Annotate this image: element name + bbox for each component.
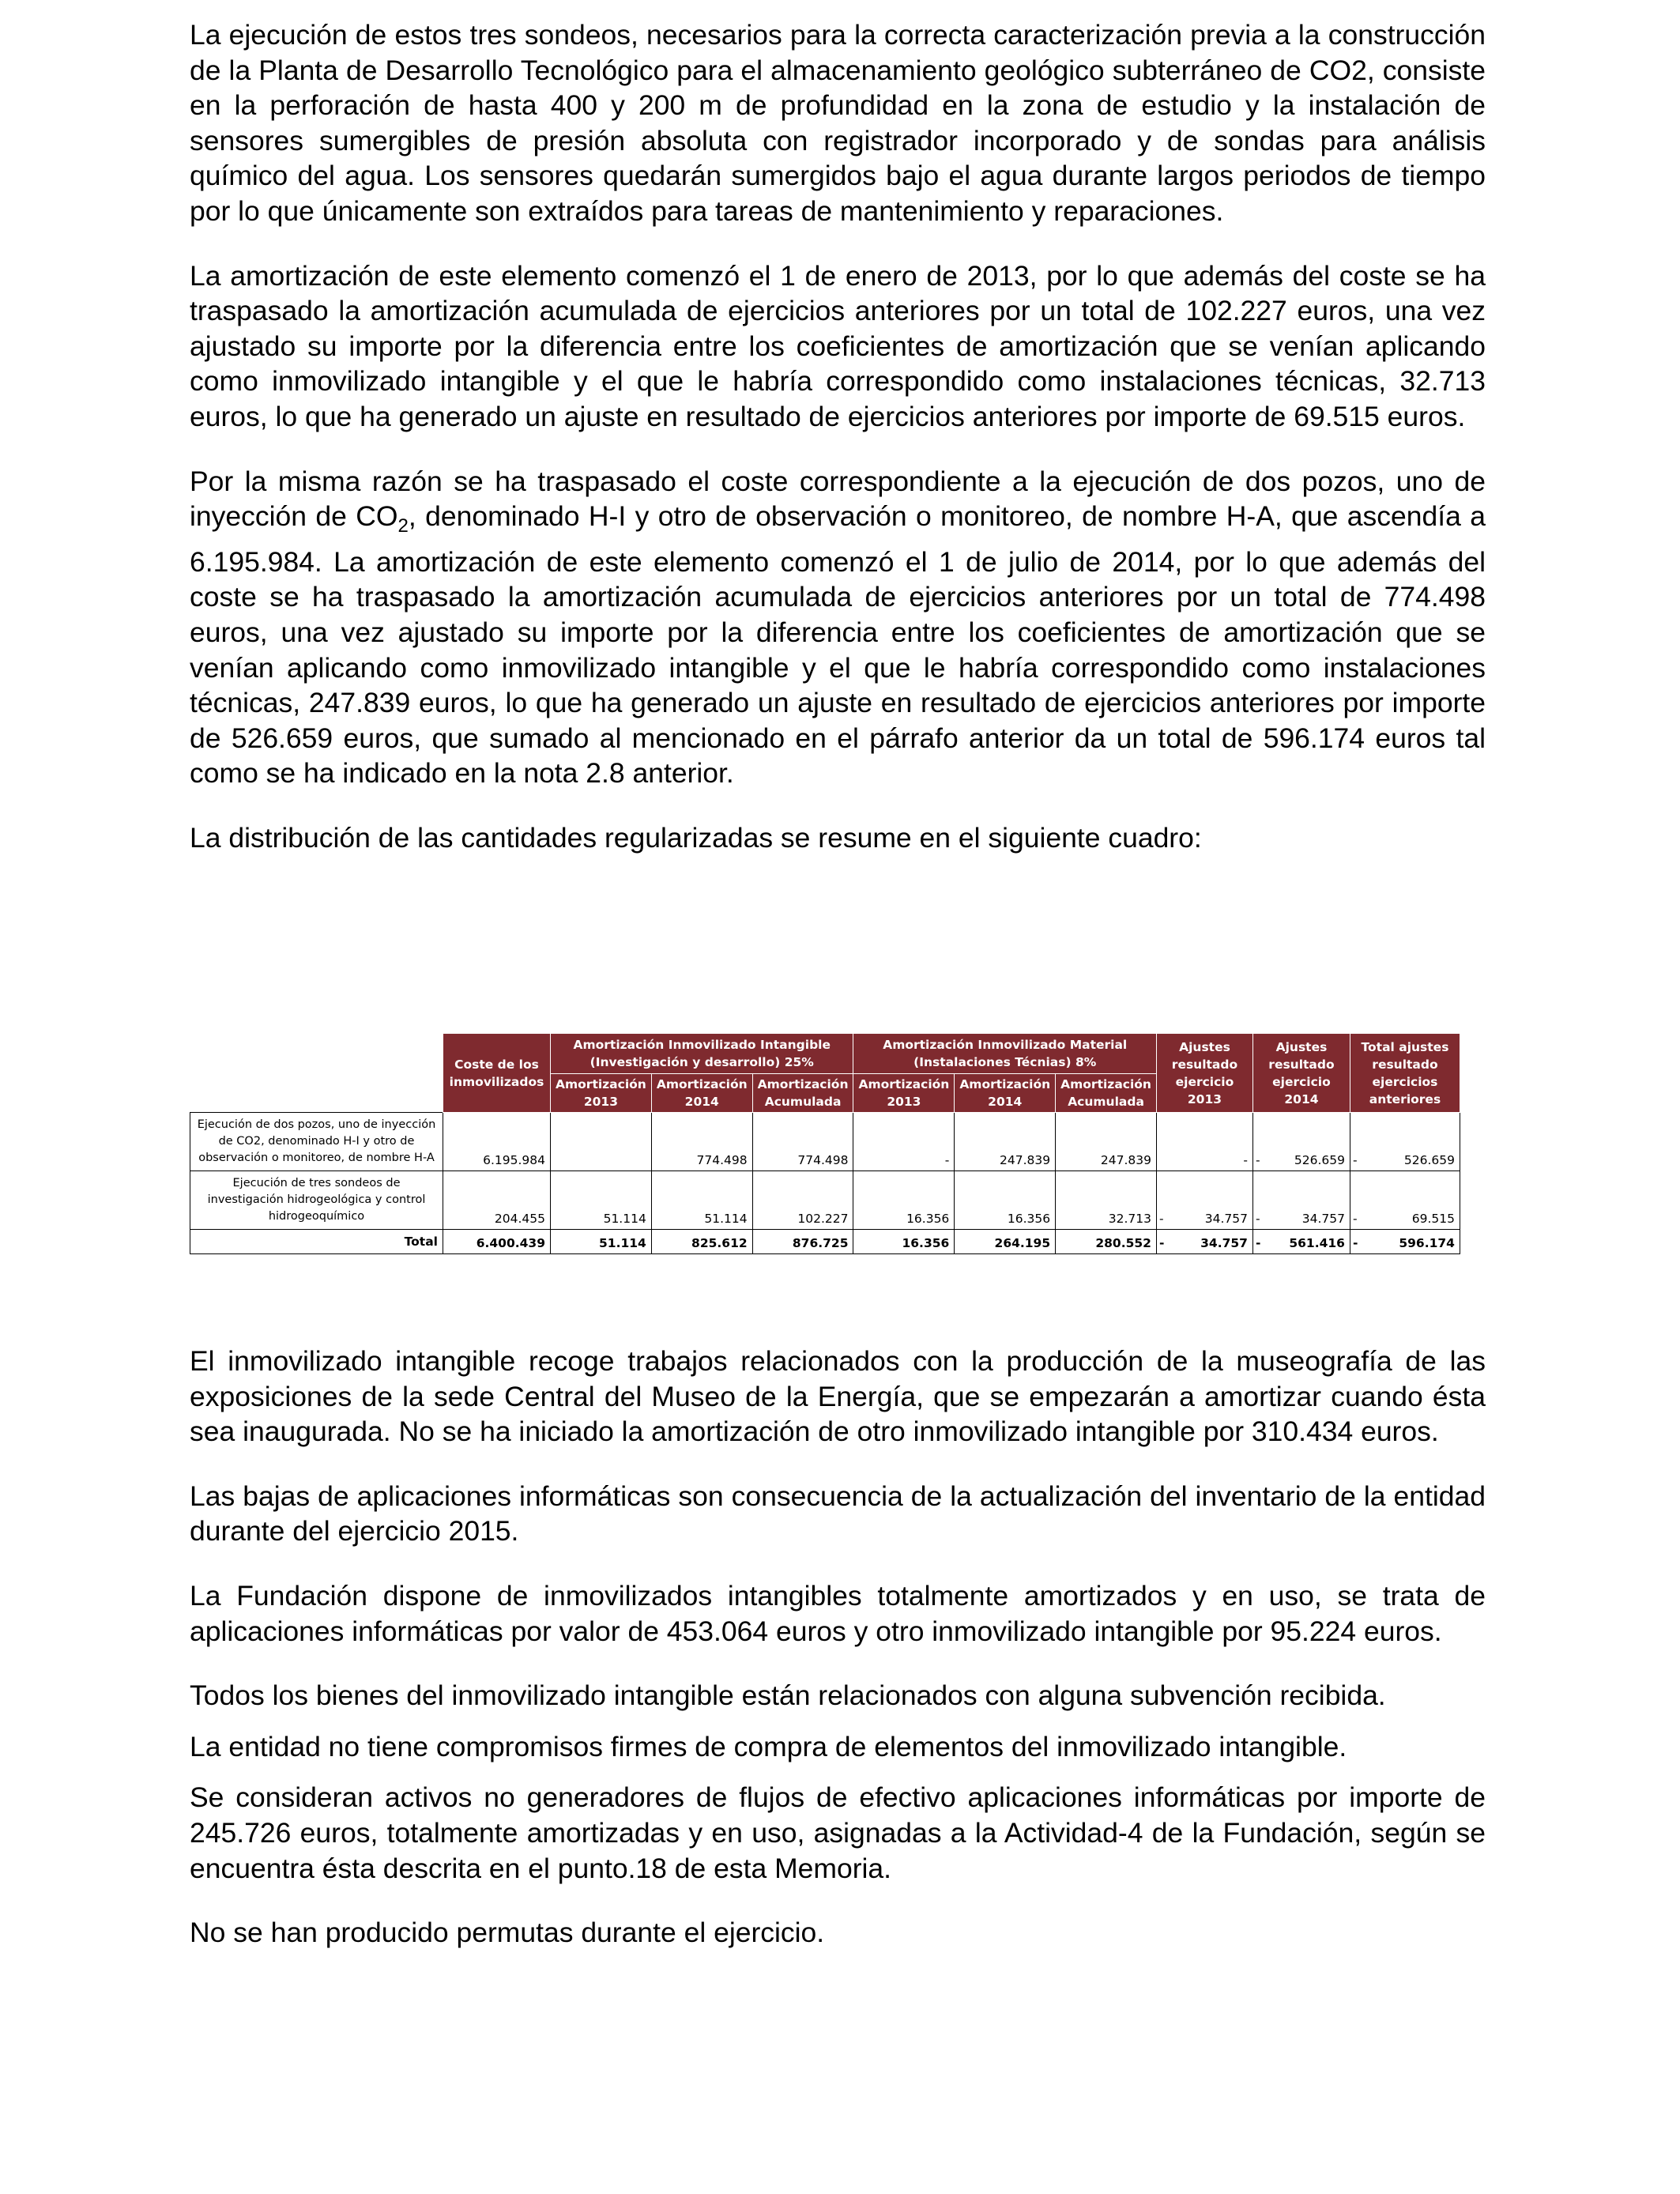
cell-mat-acum: 247.839	[1056, 1113, 1157, 1171]
total-aj-2014	[1252, 1230, 1350, 1254]
negative-marker: -	[1352, 1212, 1358, 1226]
cell-coste: 204.455	[443, 1171, 551, 1230]
cell-int-2013	[551, 1113, 652, 1171]
paragraph-pozos-part2: , denominado H-I y otro de observación o monitoreo, de nombre H-A, que ascendía a 6.195.984. La amortización de este elemento comenzó el 1 de julio de 2014, por lo que además del coste se ha traspasado la amortización acumulada de ejercicios anteriores por un total de 774.498 euros, una vez ajustado su importe por la diferencia entre los coeficientes de amortización que se venían aplicando como inmovilizado intangible y el que le habría correspondido como instalaciones técnicas, 247.839 euros, lo que ha generado un ajuste en resultado de ejercicios anteriores por importe de 526.659 euros, que sumado al mencionado en el párrafo anterior da un total de 596.174 euros tal como se ha indicado en la nota 2.8 anterior.	[190, 500, 1486, 790]
paragraph-amortizacion: La amortización de este elemento comenzó el 1 de enero de 2013, por lo que además del coste se ha traspasado la amortización acumulada de ejercicios anteriores por un total de 102.227 euros, una vez ajustado su importe por la diferencia entre los coeficientes de amortización que se venían aplicando como inmovilizado intangible y el que le habría correspondido como instalaciones técnicas, 32.713 euros, lo que ha generado un ajuste en resultado de ejercicios anteriores por importe de 69.515 euros.	[190, 259, 1486, 432]
cell-total	[1350, 1113, 1460, 1171]
header-material-2013: Amortización 2013	[853, 1074, 955, 1113]
total-mat-2013: 16.356	[853, 1230, 955, 1254]
paragraph-bajas: Las bajas de aplicaciones informáticas son consecuencia de la actualización del inventario de la entidad durante del ejercicio 2015.	[190, 1480, 1486, 1547]
negative-marker: -	[1255, 1236, 1261, 1250]
total-coste: 6.400.439	[443, 1230, 551, 1254]
header-intangible-acumulada: Amortización Acumulada	[752, 1074, 853, 1113]
header-material-group: Amortización Inmovilizado Material (Instalaciones Técnias) 8%	[853, 1034, 1156, 1074]
paragraph-activos: Se consideran activos no generadores de flujos de efectivo aplicaciones informáticas por importe de 245.726 euros, totalmente amortizadas y en uso, asignadas a la Actividad-4 de la Fundación, según se encuentra ésta descrita en el punto.18 de esta Memoria.	[190, 1781, 1486, 1884]
paragraph-permutas: No se han producido permutas durante el ejercicio.	[190, 1917, 825, 1949]
total-aj-2013	[1156, 1230, 1252, 1254]
header-intangible-2014: Amortización 2014	[651, 1074, 752, 1113]
total-mat-2014: 264.195	[955, 1230, 1056, 1254]
cell-int-2014: 51.114	[651, 1171, 752, 1230]
header-total-ajustes: Total ajustes resultado ejercicios anteriores	[1350, 1034, 1460, 1113]
paragraph-distribucion: La distribución de las cantidades regularizadas se resume en el siguiente cuadro:	[190, 821, 1202, 854]
header-material-acumulada: Amortización Acumulada	[1056, 1074, 1157, 1113]
paragraph-subvencion: Todos los bienes del inmovilizado intangible están relacionados con alguna subvención recibida.	[190, 1679, 1386, 1712]
table-total-row	[190, 1230, 1460, 1254]
total-int-2014: 825.612	[651, 1230, 752, 1254]
total-mat-acum: 280.552	[1056, 1230, 1157, 1254]
header-material-2014: Amortización 2014	[955, 1074, 1056, 1113]
document-page-lower	[190, 1344, 1486, 1980]
cell-aj-2013: -	[1156, 1113, 1252, 1171]
cell-total-value: 69.515	[1411, 1212, 1455, 1226]
total-label: Total	[190, 1230, 443, 1254]
cell-int-2013: 51.114	[551, 1171, 652, 1230]
row-label-pozos: Ejecución de dos pozos, uno de inyección de CO2, denominado H-I y otro de observación o monitoreo, de nombre H-A	[190, 1113, 443, 1171]
cell-aj-2013	[1156, 1171, 1252, 1230]
cell-aj-2013-value: 34.757	[1204, 1212, 1248, 1226]
paragraph-museografia: El inmovilizado intangible recoge trabajos relacionados con la producción de la museografía de las exposiciones de la sede Central del Museo de la Energía, que se empezarán a amortizar cuando ésta sea inaugurada. No se ha iniciado la amortización de otro inmovilizado intangible por 310.434 euros.	[190, 1345, 1486, 1448]
header-coste: Coste de los inmovilizados	[443, 1034, 551, 1113]
paragraph-compromisos: La entidad no tiene compromisos firmes de compra de elementos del inmovilizado intangible.	[190, 1730, 1347, 1762]
cell-aj-2014-value: 526.659	[1294, 1153, 1345, 1167]
document-page	[190, 17, 1486, 885]
cell-mat-2014: 16.356	[955, 1171, 1056, 1230]
negative-marker: -	[1255, 1212, 1260, 1226]
negative-marker: -	[1158, 1212, 1164, 1226]
cell-int-acum: 774.498	[752, 1113, 853, 1171]
paragraph-pozos-part1: Por la misma razón se ha traspasado el coste correspondiente a la ejecución de dos pozos, uno de inyección de CO	[190, 465, 1486, 533]
cell-mat-2013: 16.356	[853, 1171, 955, 1230]
row-label-sondeos: Ejecución de tres sondeos de investigación hidrogeológica y control hidrogeoquímico	[190, 1171, 443, 1230]
cell-aj-2014	[1252, 1113, 1350, 1171]
table-corner	[190, 1034, 443, 1113]
cell-mat-2013: -	[853, 1113, 955, 1171]
negative-marker: -	[1255, 1153, 1260, 1167]
subscript-2: 2	[397, 515, 409, 537]
total-int-acum: 876.725	[752, 1230, 853, 1254]
header-intangible-group: Amortización Inmovilizado Intangible (Investigación y desarrollo) 25%	[551, 1034, 853, 1074]
cell-total	[1350, 1171, 1460, 1230]
header-ajustes-2014: Ajustes resultado ejercicio 2014	[1252, 1034, 1350, 1113]
paragraph-amortizados: La Fundación dispone de inmovilizados intangibles totalmente amortizados y en uso, se trata de aplicaciones informáticas por valor de 453.064 euros y otro inmovilizado intangible por 95.224 euros.	[190, 1579, 1486, 1647]
cell-coste: 6.195.984	[443, 1113, 551, 1171]
total-int-2013: 51.114	[551, 1230, 652, 1254]
negative-marker: -	[1352, 1236, 1358, 1250]
header-ajustes-2013: Ajustes resultado ejercicio 2013	[1156, 1034, 1252, 1113]
cell-total-value: 526.659	[1403, 1153, 1455, 1167]
negative-marker: -	[1158, 1236, 1165, 1250]
cell-mat-acum: 32.713	[1056, 1171, 1157, 1230]
header-intangible-2013: Amortización 2013	[551, 1074, 652, 1113]
paragraph-sondeos: La ejecución de estos tres sondeos, necesarios para la correcta caracterización previa a la construcción de la Planta de Desarrollo Tecnológico para el almacenamiento geológico subterráneo de CO2, consiste en la perforación de hasta 400 y 200 m de profundidad en la zona de estudio y la instalación de sensores sumergibles de presión absoluta con registrador incorporado y de sondas para análisis químico del agua. Los sensores quedarán sumergidos bajo el agua durante largos periodos de tiempo por lo que únicamente son extraídos para tareas de mantenimiento y reparaciones.	[190, 19, 1486, 227]
summary-table	[190, 1033, 1460, 1254]
cell-int-2014: 774.498	[651, 1113, 752, 1171]
paragraph-pozos	[190, 464, 1486, 791]
total-ajustes-value: 596.174	[1399, 1236, 1455, 1250]
table-row	[190, 1171, 1460, 1230]
cell-aj-2014-value: 34.757	[1301, 1212, 1345, 1226]
total-ajustes	[1350, 1230, 1460, 1254]
cell-int-acum: 102.227	[752, 1171, 853, 1230]
total-aj-2013-value: 34.757	[1200, 1236, 1248, 1250]
cell-mat-2014: 247.839	[955, 1113, 1056, 1171]
summary-table-wrap	[190, 1033, 1486, 1254]
table-row	[190, 1113, 1460, 1171]
cell-aj-2014	[1252, 1171, 1350, 1230]
negative-marker: -	[1352, 1153, 1358, 1167]
total-aj-2014-value: 561.416	[1289, 1236, 1345, 1250]
